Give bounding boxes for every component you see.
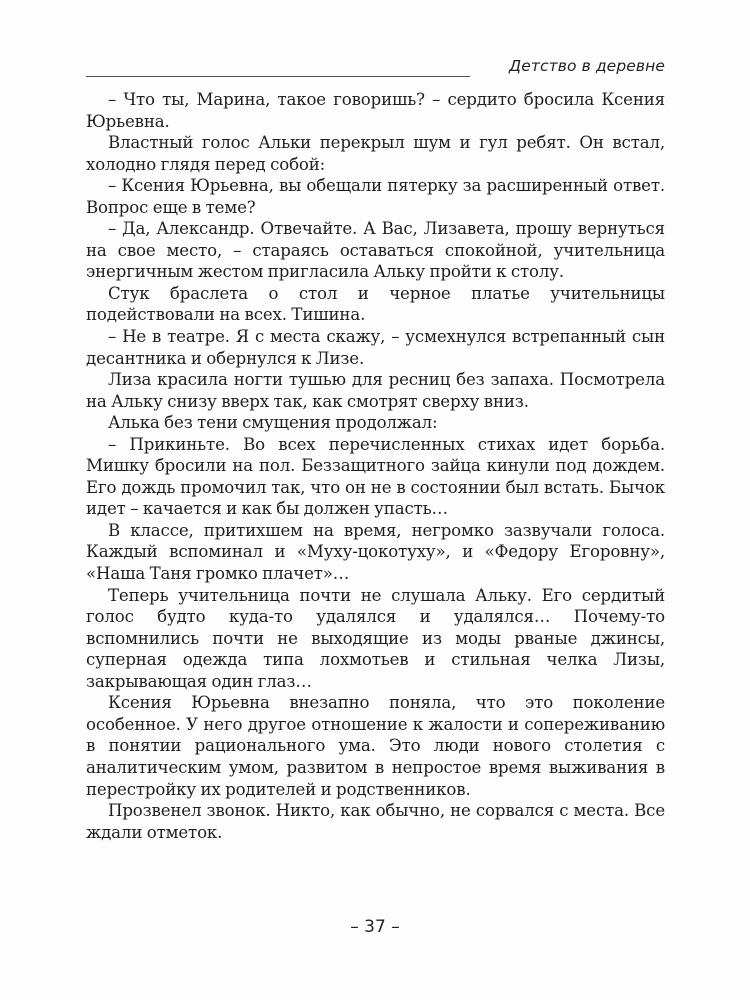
paragraph: Лиза красила ногти тушью для ресниц без запаха. Посмотрела на Альку снизу вверх так, как смотрят сверху вниз. [86,370,665,411]
paragraph: Стук браслета о стол и черное платье учительницы подействовали на всех. Тишина. [86,283,665,325]
paragraph: Алька без тени смущения продолжал: [108,413,438,433]
page-number: – 37 – [350,917,400,937]
paragraph: Прозвенел звонок. Никто, как обычно, не сорвался с места. Все ждали отметок. [86,801,665,842]
paragraph: Властный голос Альки перекрыл шум и гул ребят. Он встал, холодно глядя перед собой: [86,133,665,174]
paragraph: – Прикиньте. Во всех перечисленных стихах идет борьба. Мишку бросили на пол. Беззащитного зайца кинули под дождем. Его дождь промочил так, что он не в состоянии был встать. Бычок идет – качается и как бы должен упасть… [86,434,665,519]
paragraph: – Да, Александр. Отвечайте. А Вас, Лизавета, прошу вернуться на свое место, – стараясь оставаться спокойной, учительница энергичным жестом пригласила Альку пройти к столу. [86,219,665,282]
running-head [86,54,665,80]
paragraph: – Ксения Юрьевна, вы обещали пятерку за расширенный ответ. Вопрос еще в теме? [86,176,665,217]
paragraph: В классе, притихшем на время, негромко зазвучали голоса. Каждый вспоминал и «Муху-цокотуху», и «Федору Егоровну», «Наша Таня громко плачет»… [86,520,665,584]
running-title: Детство в деревне [509,57,665,75]
paragraph: Ксения Юрьевна внезапно поняла, что это поколение особенное. У него другое отношение к жалости и сопереживанию в понятии рационального ума. Это люди нового столетия с аналитическим умом, развитом в непростое время выживания в перестройку их родителей и родственников. [86,693,665,799]
header-rule [86,76,470,77]
paragraph: – Не в театре. Я с места скажу, – усмехнулся встрепанный сын десантника и обернулся к Лизе. [86,327,665,368]
paragraph: Теперь учительница почти не слушала Альку. Его сердитый голос будто куда-то удалялся и удалялся… Почему-то вспомнились почти не выходящие из моды рваные джинсы, суперная одежда типа лохмотьев и стильная челка Лизы, закрывающая один глаз… [86,585,665,691]
paragraph: – Что ты, Марина, такое говоришь? – сердито бросила Ксения Юрьевна. [86,90,665,131]
body-text [86,89,665,843]
